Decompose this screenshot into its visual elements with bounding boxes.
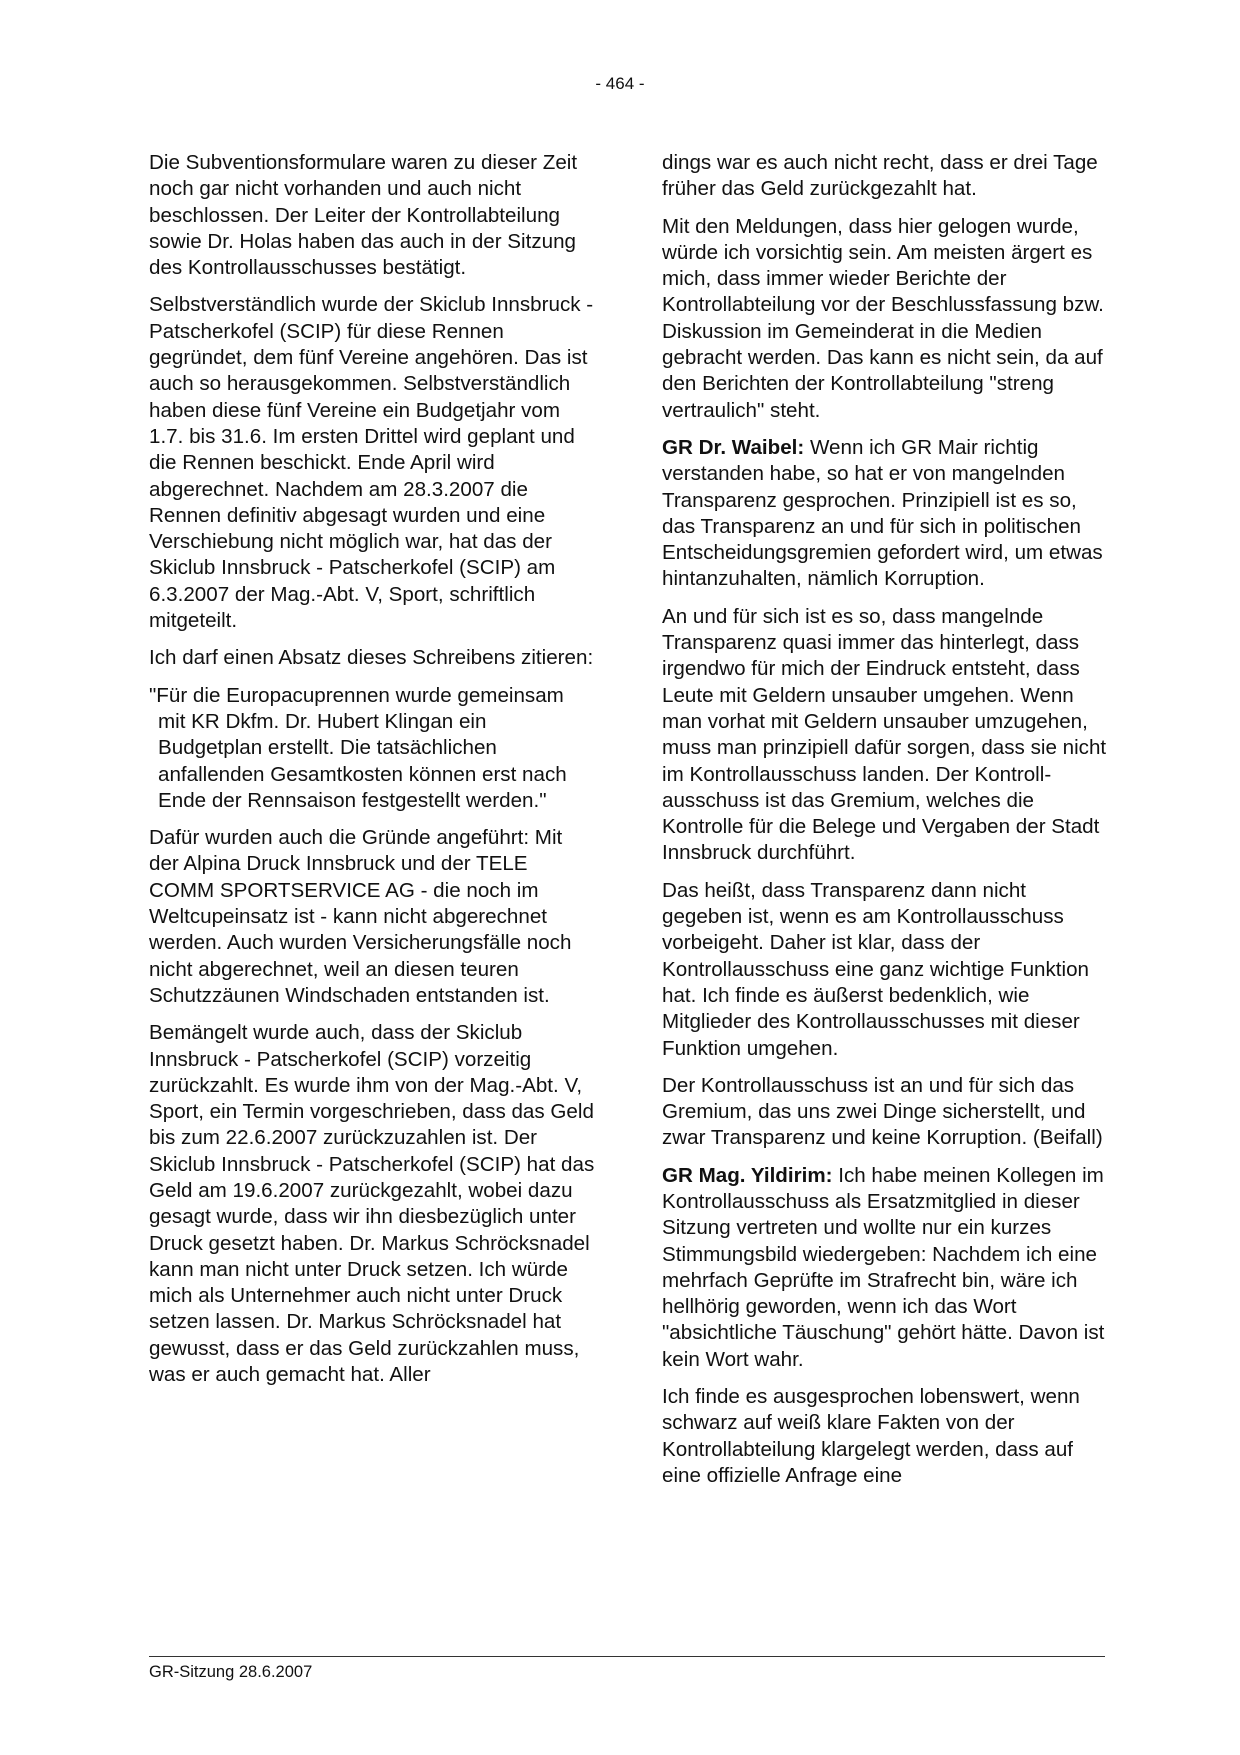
paragraph: Selbstverständlich wurde der Skiclub Innsbruck - Patscherkofel (SCIP) für diese Rennen gegründet, dem fünf Vereine angehören. Das ist auch so herausgekommen. Selbstverständlich haben diese fünf Vereine ein Budgetjahr vom 1.7. bis 31.6. Im ersten Drittel wird geplant und die Rennen beschickt. Ende April wird abgerechnet. Nachdem am 28.3.2007 die Rennen definitiv abgesagt wurden und eine Verschiebung nicht möglich war, hat das der Skiclub Innsbruck - Patscherkofel (SCIP) am 6.3.2007 der Mag.-Abt. V, Sport, schriftlich mitgeteilt. xyxy=(149,293,594,633)
footer-session-date: GR-Sitzung 28.6.2007 xyxy=(149,1663,313,1681)
paragraph: Die Subventionsformulare waren zu dieser Zeit noch gar nicht vorhanden und auch nicht beschlossen. Der Leiter der Kontrollabteilung sowie Dr. Holas haben das auch in der Sitzung des Kontrollausschusses bestätigt. xyxy=(149,151,578,280)
paragraph: Das heißt, dass Transparenz dann nicht gegeben ist, wenn es am Kontrollausschuss vorbeigeht. Daher ist klar, dass der Kontrollausschuss eine ganz wichtige Funktion hat. Ich finde es äußerst bedenklich, wie Mitglieder des Kontrollausschusses mit dieser Funktion umgehen. xyxy=(662,878,1089,1060)
speech-text: Ich habe meinen Kollegen im Kontrollausschuss als Ersatzmitglied in dieser Sitzung vertreten und wollte nur ein kurzes Stimmungsbild wiedergeben: Nachdem ich eine mehrfach Geprüfte im Strafrecht bin, wäre ich hellhörig geworden, wenn ich das Wort "absichtliche Täuschung" gehört hätte. Davon ist kein Wort wahr. xyxy=(662,1163,1105,1371)
paragraph: An und für sich ist es so, dass mangelnde Transparenz quasi immer das hinterlegt, dass irgendwo für mich der Eindruck entsteht, dass Leute mit Geldern unsauber umgehen. Wenn man vorhat mit Geldern unsauber umzugehen, muss man prinzipiell dafür sorgen, dass sie nicht im Kontrollausschuss landen. Der Kontrollausschuss ist das Gremium, welches die Kontrolle für die Belege und Vergaben der Stadt Innsbruck durchführt. xyxy=(662,604,1107,865)
footer-divider xyxy=(149,1656,1105,1657)
speaker-name: GR Mag. Yildirim: xyxy=(662,1163,833,1187)
paragraph: Ich finde es ausgesprochen lobenswert, wenn schwarz auf weiß klare Fakten von der Kontrollabteilung klargelegt werden, dass auf eine offizielle Anfrage eine xyxy=(662,1385,1080,1487)
page-number: - 464 - xyxy=(595,74,645,93)
right-column xyxy=(662,150,1108,1500)
speech-text: Wenn ich GR Mair richtig verstanden habe, so hat er von mangelnden Transparenz gesprochen. Prinzipiell ist es so, das Transparenz an und für sich in politischen Entscheidungsgremien gefordert wird, um etwas hintanzuhalten, nämlich Korruption. xyxy=(662,435,1103,591)
paragraph: Dafür wurden auch die Gründe angeführt: Mit der Alpina Druck Innsbruck und der TELE COMM SPORTSERVICE AG - die noch im Weltcupeinsatz ist - kann nicht abgerechnet werden. Auch wurden Versicherungsfälle noch nicht abgerechnet, weil an diesen teuren Schutzzäunen Windschaden entstanden ist. xyxy=(149,826,572,1007)
speech-paragraph xyxy=(662,435,1108,593)
speaker-name: GR Dr. Waibel: xyxy=(662,435,805,459)
left-column xyxy=(149,150,595,1399)
speech-paragraph xyxy=(662,1163,1108,1373)
paragraph: Der Kontrollausschuss ist an und für sich das Gremium, das uns zwei Dinge sicherstellt, und zwar Transparenz und keine Korruption. (Beifall) xyxy=(662,1073,1103,1150)
paragraph: Bemängelt wurde auch, dass der Skiclub Innsbruck - Patscherkofel (SCIP) vorzeitig zurückzahlt. Es wurde ihm von der Mag.-Abt. V, Sport, ein Termin vorgeschrieben, dass das Geld bis zum 22.6.2007 zurückzuzahlen ist. Der Skiclub Innsbruck - Patscherkofel (SCIP) hat das Geld am 19.6.2007 zurückgezahlt, wobei dazu gesagt wurde, dass wir ihn diesbezüglich unter Druck gesetzt haben. Dr. Markus Schröcksnadel kann man nicht unter Druck setzen. Ich würde mich als Unternehmer auch nicht unter Druck setzen lassen. Dr. Markus Schröcksnadel hat gewusst, dass er das Geld zurückzahlen muss, was er auch gemacht hat. Aller xyxy=(149,1021,595,1387)
block-quote: "Für die Europacuprennen wurde gemeinsam mit KR Dkfm. Dr. Hubert Klingan ein Budgetplan erstellt. Die tatsächlichen anfallenden Gesamtkosten können erst nach Ende der Rennsaison festgestellt werden." xyxy=(149,683,567,812)
paragraph: Ich darf einen Absatz dieses Schreibens zitieren: xyxy=(149,646,594,670)
paragraph: Mit den Meldungen, dass hier gelogen wurde, würde ich vorsichtig sein. Am meisten ärgert es mich, dass immer wieder Berichte der Kontrollabteilung vor der Beschlussfassung bzw. Diskussion im Gemeinderat in die Medien gebracht werden. Das kann es nicht sein, da auf den Berichten der Kontrollabteilung "streng vertraulich" steht. xyxy=(662,214,1104,422)
paragraph: dings war es auch nicht recht, dass er drei Tage früher das Geld zurückgezahlt hat. xyxy=(662,151,1098,201)
